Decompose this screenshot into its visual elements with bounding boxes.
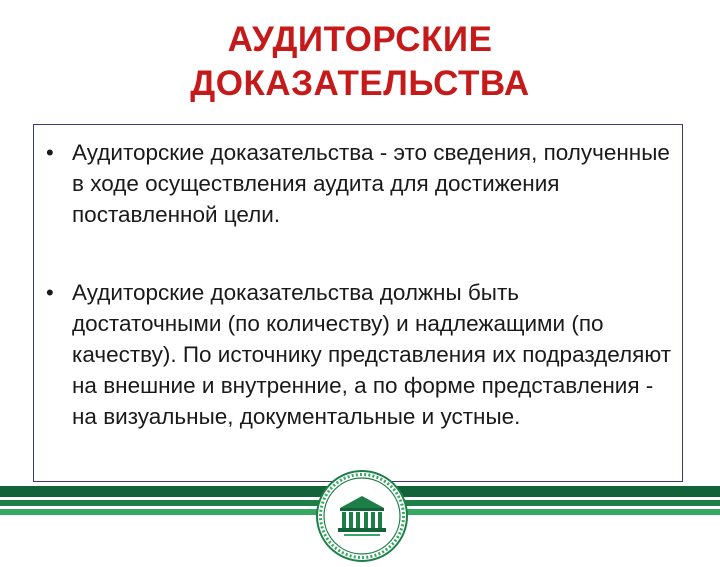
slide-title (0, 18, 720, 106)
university-seal-icon (316, 470, 408, 562)
slide-title-line-1: АУДИТОРСКИЕ (227, 20, 493, 59)
bullet-text: Аудиторские доказательства - это сведения, полученные в ходе осуществления аудита для достижения поставленной цели. (72, 140, 670, 227)
bullet-marker: • (46, 280, 54, 305)
bullet-text: Аудиторские доказательства должны быть достаточными (по количеству) и надлежащими (по качеству). По источнику представления их подразделяют на внешние и внутренние, а по форме представления - на визуальные, документальные и устные. (72, 280, 672, 429)
content-box (33, 124, 683, 482)
slide-title-line-2: ДОКАЗАТЕЛЬСТВА (190, 64, 530, 103)
bullet-marker: • (46, 140, 54, 165)
